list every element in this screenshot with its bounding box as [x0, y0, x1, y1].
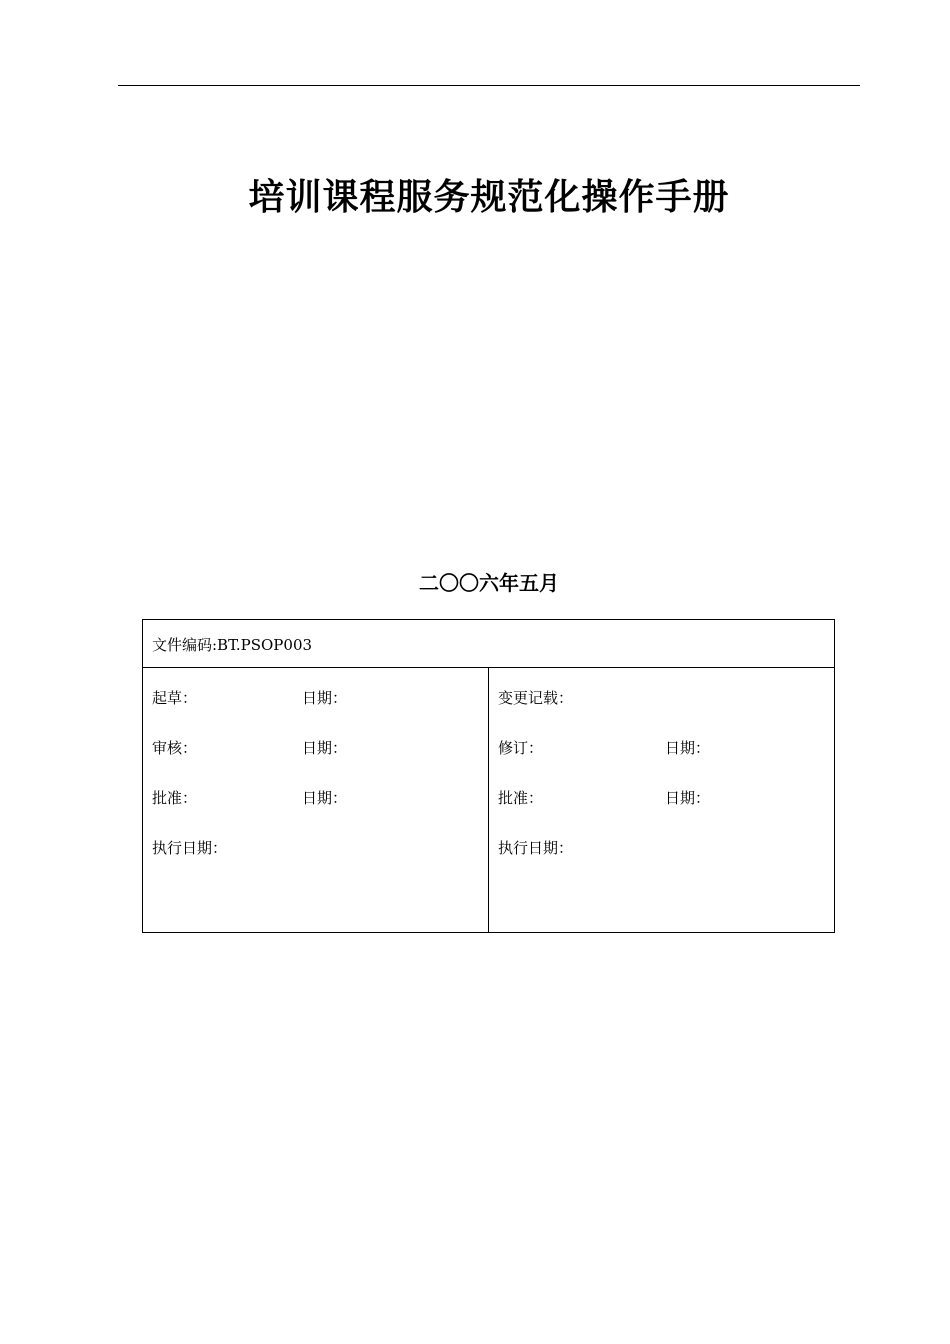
draft-date-label: 日期：	[302, 689, 348, 707]
column-divider	[488, 668, 489, 932]
draft-label: 起草：	[152, 689, 198, 707]
review-label: 审核：	[152, 739, 198, 757]
document-date: 二〇〇六年五月	[419, 571, 559, 595]
right-approve-label: 批准：	[498, 789, 544, 807]
revise-date-label: 日期：	[665, 739, 711, 757]
doc-code: 文件编码:BT.PSOP003	[152, 636, 313, 654]
change-record-label: 变更记载：	[498, 689, 574, 707]
revise-label: 修订：	[498, 739, 544, 757]
review-date-label: 日期：	[302, 739, 348, 757]
right-exec-date-label: 执行日期：	[498, 839, 574, 857]
right-approve-date-label: 日期：	[665, 789, 711, 807]
exec-date-label: 执行日期：	[152, 839, 228, 857]
approve-label: 批准：	[152, 789, 198, 807]
approve-date-label: 日期：	[302, 789, 348, 807]
header-rule	[118, 85, 860, 86]
document-info-table	[142, 619, 835, 933]
doc-code-row	[143, 620, 834, 668]
document-title: 培训课程服务规范化操作手册	[248, 177, 730, 218]
